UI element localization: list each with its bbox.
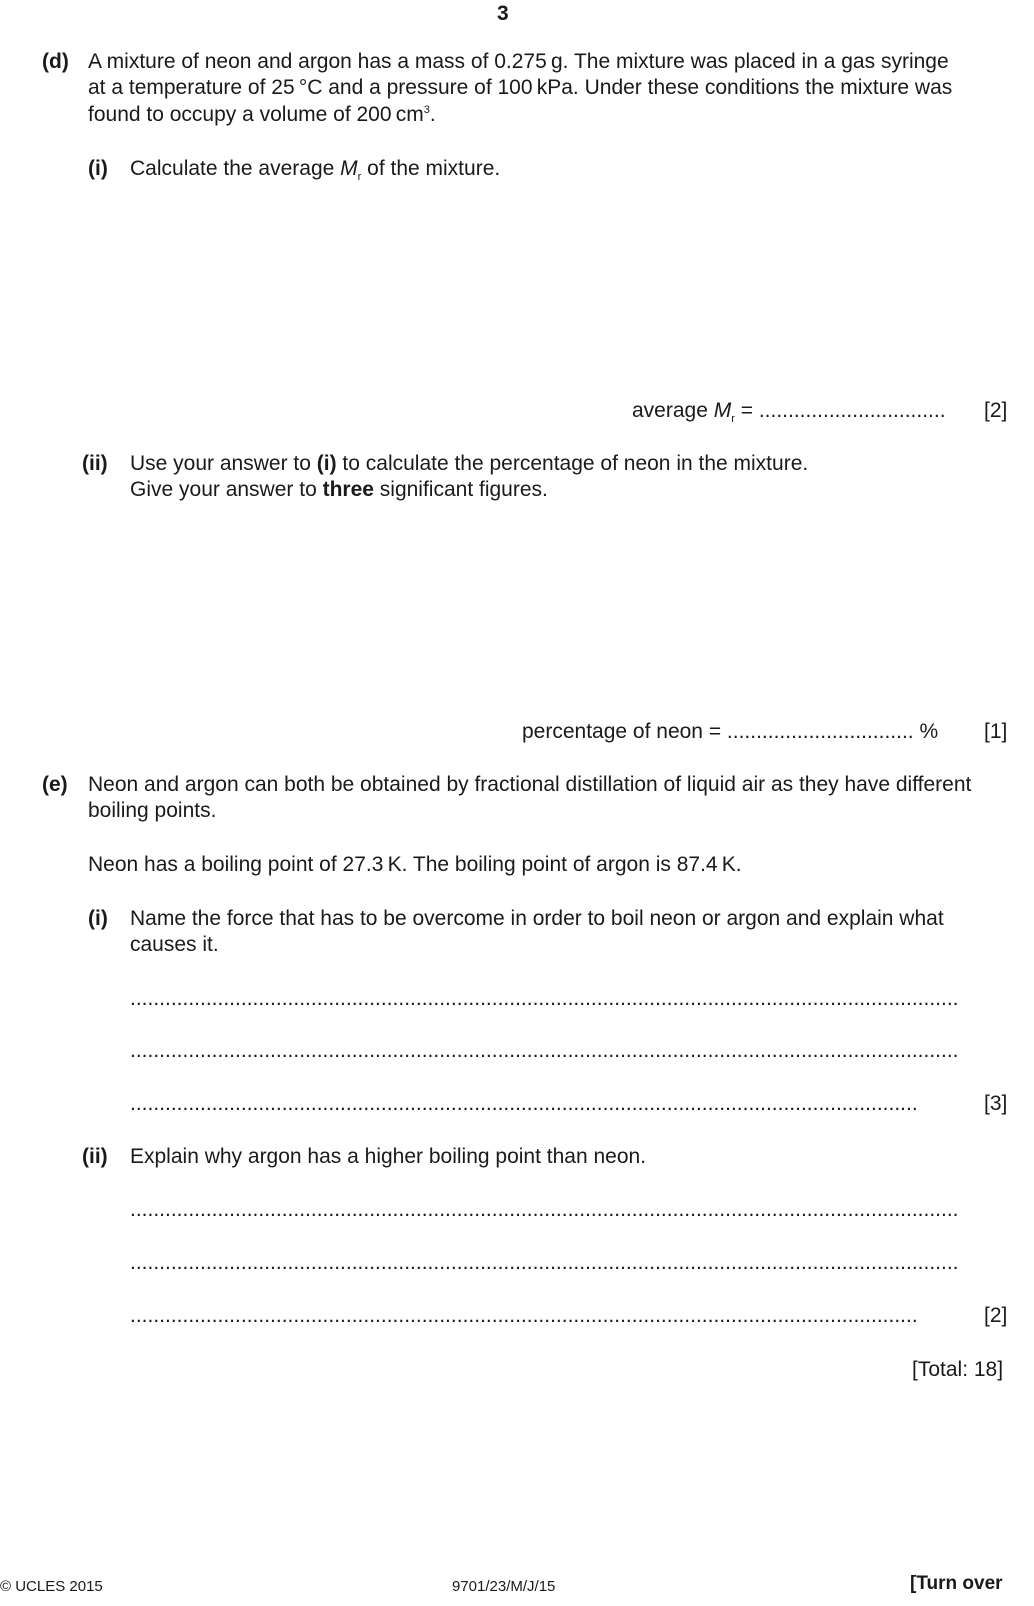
answer-mr-subscript: r	[731, 413, 735, 426]
part-e-label: (e)	[42, 773, 68, 796]
part-d-i-question	[130, 155, 500, 182]
part-d-ii-line-2	[130, 476, 548, 503]
part-d-ii-label: (ii)	[82, 452, 108, 475]
part-e-ii-label: (ii)	[82, 1145, 108, 1168]
mr-symbol: M	[340, 157, 358, 180]
part-e-i-line-2: causes it.	[130, 933, 219, 956]
part-d-intro-line-3	[88, 101, 436, 128]
page-number: 3	[497, 2, 509, 25]
footer-turn-over: [Turn over	[910, 1573, 1003, 1594]
volume-end: .	[429, 103, 436, 126]
total-marks: [Total: 18]	[912, 1358, 1004, 1381]
part-e-i-answer-line-2: ..............................................................................................................................................	[130, 1039, 959, 1062]
part-d-ii-line-2-bold: three	[322, 478, 374, 501]
part-e-ii-question: Explain why argon has a higher boiling point than neon.	[130, 1145, 647, 1168]
part-e-ii-answer-line-2: ..............................................................................................................................................	[130, 1251, 959, 1274]
part-e-i-line-1: Name the force that has to be overcome in order to boil neon or argon and explain what	[130, 907, 944, 930]
part-e-intro-line-2: boiling points.	[88, 799, 217, 822]
part-e-ii-marks: [2]	[984, 1304, 1008, 1327]
part-d-i-label: (i)	[88, 157, 108, 180]
part-d-i-text-before: Calculate the average	[130, 157, 341, 180]
volume-superscript: 3	[423, 104, 430, 116]
part-e-intro-line-1: Neon and argon can both be obtained by fractional distillation of liquid air as they have different	[88, 773, 972, 796]
part-d-ii-line-1-before: Use your answer to	[130, 452, 317, 475]
part-e-i-answer-line-3: .......................................................................................................................................	[130, 1092, 918, 1115]
part-d-ii-answer-line: percentage of neon = ................................ %	[522, 720, 939, 743]
part-e-ii-answer-line-1: ..............................................................................................................................................	[130, 1198, 959, 1221]
part-d-intro-line-1: A mixture of neon and argon has a mass of 0.275 g. The mixture was placed in a gas syringe	[88, 50, 949, 73]
part-d-i-text-after: of the mixture.	[361, 157, 501, 180]
part-e-i-label: (i)	[88, 907, 108, 930]
part-d-intro-line-2: at a temperature of 25 °C and a pressure of 100 kPa. Under these conditions the mixture was	[88, 76, 953, 99]
part-e-ii-answer-line-3: .......................................................................................................................................	[130, 1304, 918, 1327]
part-e-i-marks: [3]	[984, 1092, 1008, 1115]
part-d-ii-marks: [1]	[984, 720, 1008, 743]
answer-dots: = ................................	[734, 399, 946, 422]
part-d-ii-line-2-after: significant figures.	[373, 478, 548, 501]
part-d-i-marks: [2]	[984, 399, 1008, 422]
answer-mr-symbol: M	[713, 399, 732, 422]
answer-prefix: average	[632, 399, 714, 422]
part-e-i-answer-line-1: ..............................................................................................................................................	[130, 987, 959, 1010]
part-d-ii-line-1-bold: (i)	[316, 452, 337, 475]
part-d-label: (d)	[42, 50, 69, 73]
footer-code: 9701/23/M/J/15	[452, 1578, 556, 1595]
part-d-ii-line-2-before: Give your answer to	[130, 478, 323, 501]
mr-subscript: r	[357, 171, 362, 184]
part-e-boiling-line: Neon has a boiling point of 27.3 K. The boiling point of argon is 87.4 K.	[88, 853, 742, 876]
part-d-ii-line-1	[130, 450, 808, 477]
part-d-ii-line-1-after: to calculate the percentage of neon in the mixture.	[336, 452, 809, 475]
part-d-intro-volume-text: found to occupy a volume of 200 cm	[88, 103, 424, 126]
part-d-i-answer-line	[632, 397, 946, 424]
footer-copyright: © UCLES 2015	[0, 1578, 103, 1595]
